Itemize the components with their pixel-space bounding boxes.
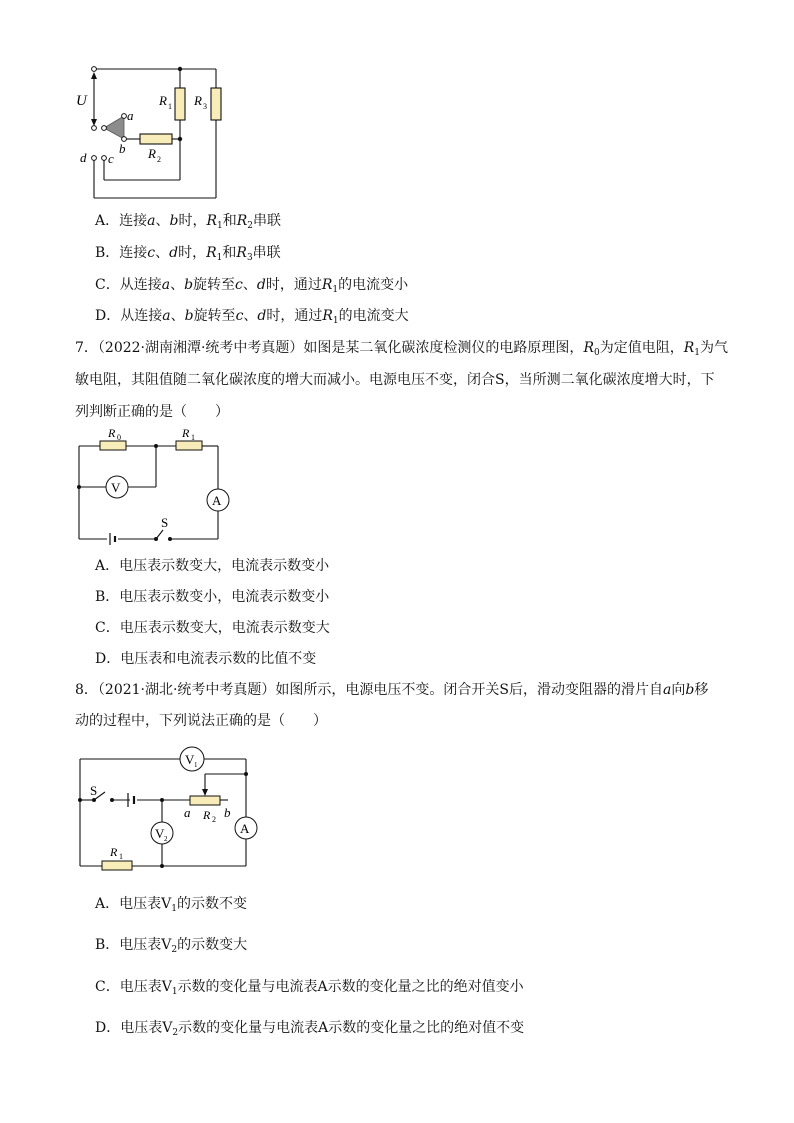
resistor-r1 bbox=[175, 88, 185, 120]
rotary-switch bbox=[104, 116, 124, 139]
q7-stem-line-3: 列判断正确的是（ ） bbox=[75, 404, 229, 420]
q7-option-d: D．电压表和电流表示数的比值不变 bbox=[95, 651, 317, 667]
label-r1: R bbox=[159, 93, 167, 108]
q6-option-a: A．连接a、b时，$R_1$和$R_2$串联 bbox=[95, 213, 282, 231]
label-u: U bbox=[76, 93, 87, 109]
resistor-r2 bbox=[140, 134, 172, 144]
rheostat-r2 bbox=[190, 796, 220, 805]
svg-text:2: 2 bbox=[212, 815, 216, 824]
svg-text:c: c bbox=[108, 151, 114, 166]
svg-text:1: 1 bbox=[191, 433, 195, 442]
q8-option-d: D．电压表$V_2$示数的变化量与电流表A示数的变化量之比的绝对值不变 bbox=[95, 1020, 525, 1038]
circuit-diagram-q6 bbox=[70, 60, 230, 205]
svg-text:R: R bbox=[203, 808, 211, 822]
svg-text:b: b bbox=[224, 805, 231, 820]
q8-option-b: B．电压表$V_2$的示数变大 bbox=[95, 937, 248, 955]
svg-text:A: A bbox=[212, 493, 222, 508]
svg-text:3: 3 bbox=[203, 102, 207, 111]
q7-stem-line-2: 敏电阻，其阻值随二氧化碳浓度的增大而减小。电源电压不变，闭合S，当所测二氧化碳浓度增大时，下 bbox=[75, 372, 715, 388]
svg-text:b: b bbox=[119, 141, 126, 156]
svg-text:S: S bbox=[161, 515, 169, 530]
svg-text:0: 0 bbox=[117, 433, 121, 442]
svg-text:a: a bbox=[184, 805, 191, 820]
svg-text:A: A bbox=[240, 821, 250, 836]
q8-option-a: A．电压表$V_1$的示数不变 bbox=[95, 896, 247, 914]
label-r3: R bbox=[194, 93, 202, 108]
resistor-r1 bbox=[176, 441, 202, 450]
resistor-r0 bbox=[100, 441, 126, 450]
q8-stem-line-2: 动的过程中，下列说法正确的是（ ） bbox=[75, 713, 327, 729]
svg-text:d: d bbox=[80, 150, 87, 165]
q6-option-b: B．连接c、d时，$R_1$和$R_3$串联 bbox=[95, 245, 281, 263]
svg-text:R: R bbox=[108, 426, 116, 440]
q7-option-c: C．电压表示数变大，电流表示数变大 bbox=[95, 620, 330, 636]
resistor-r1 bbox=[102, 861, 132, 870]
svg-text:V: V bbox=[155, 826, 165, 841]
q8-option-c: C．电压表$V_1$示数的变化量与电流表A示数的变化量之比的绝对值变小 bbox=[95, 979, 524, 997]
resistor-r3 bbox=[211, 88, 221, 120]
q7-option-a: A．电压表示数变大，电流表示数变小 bbox=[95, 558, 330, 574]
svg-text:V: V bbox=[111, 480, 121, 495]
svg-text:a: a bbox=[127, 108, 134, 123]
svg-text:V: V bbox=[185, 752, 195, 767]
svg-text:1: 1 bbox=[119, 852, 123, 861]
q7-option-b: B．电压表示数变小，电流表示数变小 bbox=[95, 589, 330, 605]
circuit-diagram-q8 bbox=[70, 742, 270, 877]
svg-text:1: 1 bbox=[194, 761, 198, 769]
svg-text:S: S bbox=[90, 783, 98, 798]
svg-text:2: 2 bbox=[164, 835, 168, 843]
label-r2: R bbox=[148, 146, 156, 161]
svg-text:R: R bbox=[182, 426, 190, 440]
svg-text:1: 1 bbox=[168, 102, 172, 111]
svg-text:2: 2 bbox=[157, 155, 161, 164]
svg-text:R: R bbox=[110, 845, 118, 859]
q6-option-c: C．从连接a、b旋转至c、d时，通过$R_1$的电流变小 bbox=[95, 277, 409, 295]
q6-option-d: D．从连接a、b旋转至c、d时，通过$R_1$的电流变大 bbox=[95, 308, 409, 326]
q7-stem-line-1: 7．（2022·湖南湘潭·统考中考真题）如图是某二氧化碳浓度检测仪的电路原理图，$R_0$为定值电阻，$R_1$为气 bbox=[75, 340, 728, 358]
q8-stem-line-1: 8．（2021·湖北·统考中考真题）如图所示，电源电压不变。闭合开关S后，滑动变阻器的滑片自a向b移 bbox=[75, 682, 709, 698]
circuit-diagram-q7 bbox=[70, 425, 240, 545]
